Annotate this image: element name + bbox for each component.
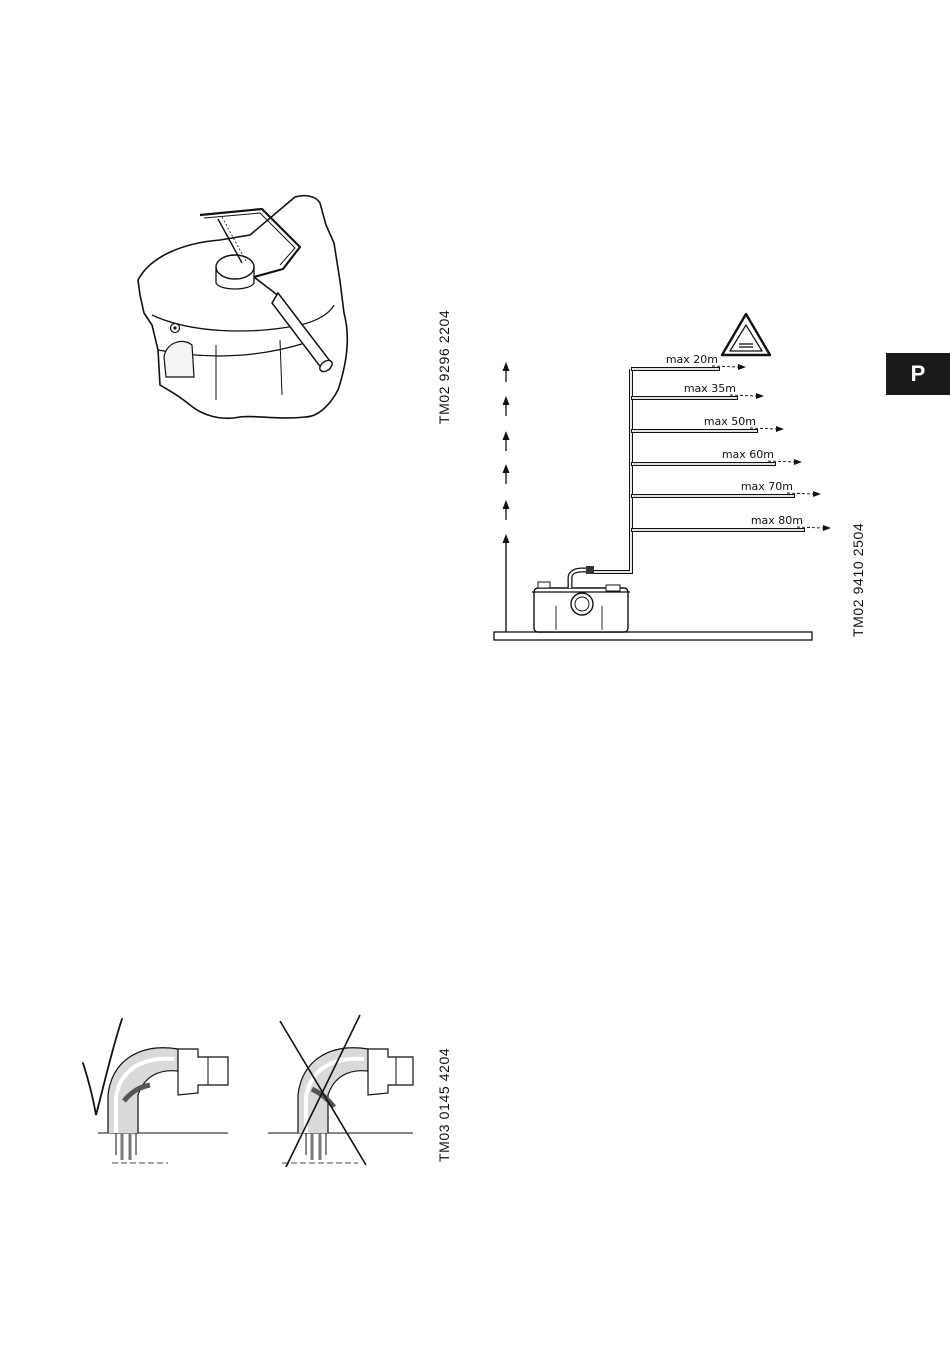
figure-bend-installation (78, 1015, 423, 1170)
cross-mark-icon (280, 1015, 366, 1167)
distance-label: max 70m (740, 480, 793, 493)
figure-distances-code: TM02 9410 2504 (850, 522, 866, 637)
lift-arrow (503, 362, 510, 382)
figure-bend-code: TM03 0145 4204 (436, 1047, 452, 1162)
lift-arrow (503, 464, 510, 484)
lift-arrow (503, 431, 510, 451)
pipe-branch (631, 382, 764, 399)
figure-distances (490, 310, 830, 650)
warning-triangle-icon (722, 314, 770, 355)
distance-label: max 60m (721, 448, 774, 461)
distance-label: max 35m (683, 382, 736, 395)
lift-arrow (503, 500, 510, 520)
distance-label: max 50m (703, 415, 756, 428)
pump-unit (532, 566, 630, 632)
figure-saw-code: TM02 9296 2204 (436, 309, 452, 424)
bend-correct (83, 1019, 228, 1163)
section-tab (886, 353, 950, 395)
lift-arrow (503, 396, 510, 416)
distance-label: max 80m (750, 514, 803, 527)
pipe-branch (631, 415, 784, 432)
pipe-branch (631, 480, 821, 497)
distance-label: max 20m (665, 353, 718, 366)
section-tab-label: P (910, 361, 926, 386)
pipe-branch (631, 514, 831, 531)
figure-saw-cutting (130, 185, 360, 430)
pipe-branch (631, 448, 802, 465)
bend-incorrect (268, 1015, 413, 1167)
